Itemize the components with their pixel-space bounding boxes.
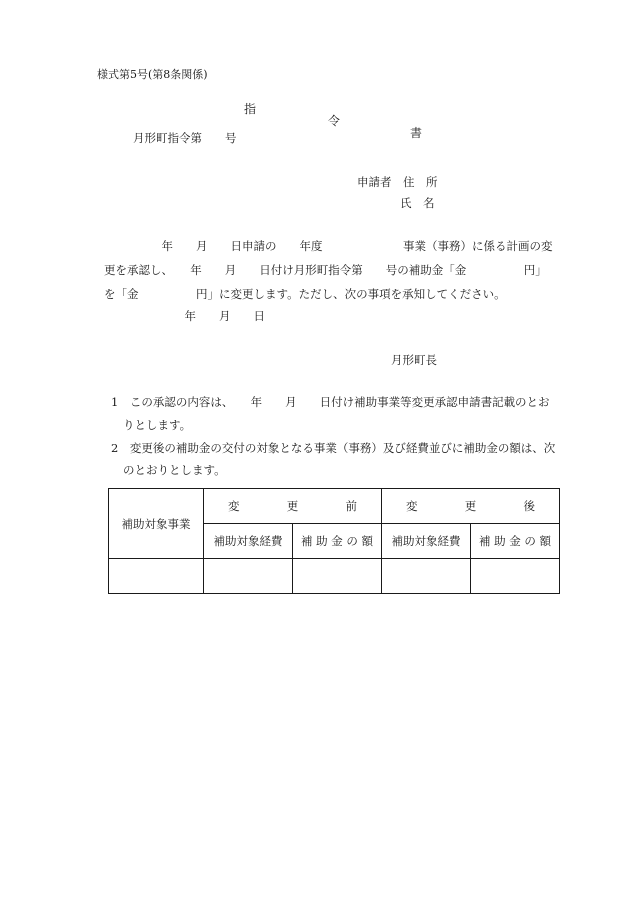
body-line-2: 更を承認し、 年 月 日付け月形町指令第 号の補助金「金 円」	[104, 263, 547, 277]
condition-item-1: 1 この承認の内容は、 年 月 日付け補助事業等変更承認申請書記載のとお	[111, 395, 550, 409]
title-char-1: 指	[244, 102, 257, 116]
form-number-label: 様式第5号(第8条関係)	[97, 68, 208, 81]
subsidy-change-table	[108, 488, 560, 594]
cell-cost-before[interactable]	[204, 559, 293, 594]
body-line-3: を「金 円」に変更します。ただし、次の事項を承知してください。	[104, 287, 506, 301]
after-char-2: 更	[464, 499, 477, 513]
cell-cost-after[interactable]	[382, 559, 471, 594]
subheader-amount-before: 補 助 金 の 額	[293, 524, 382, 559]
condition-item-1-cont: りとします。	[123, 418, 192, 432]
cell-amount-before[interactable]	[293, 559, 382, 594]
title-char-2: 令	[328, 114, 341, 128]
before-char-3: 前	[345, 499, 357, 513]
after-char-1: 変	[406, 499, 418, 513]
title-char-3: 書	[410, 126, 423, 140]
subheader-amount-after: 補 助 金 の 額	[471, 524, 560, 559]
applicant-address-label: 申請者 住 所	[357, 175, 438, 189]
condition-item-2: 2 変更後の補助金の交付の対象となる事業（事務）及び経費並びに補助金の額は、次	[111, 441, 556, 455]
before-char-1: 変	[228, 499, 240, 513]
before-char-2: 更	[286, 499, 299, 513]
row-header-subsidized-project: 補助対象事業	[109, 489, 204, 559]
subheader-cost-after: 補助対象経費	[382, 524, 471, 559]
cell-amount-after[interactable]	[471, 559, 560, 594]
condition-item-2-cont: のとおりとします。	[123, 463, 226, 477]
document-title	[0, 91, 630, 139]
subheader-cost-before: 補助対象経費	[204, 524, 293, 559]
order-number: 月形町指令第 号	[133, 131, 237, 145]
cell-project[interactable]	[109, 559, 204, 594]
header-after-change	[382, 489, 560, 524]
issuer-mayor: 月形町長	[391, 353, 437, 367]
header-before-change	[204, 489, 382, 524]
issue-date: 年 月 日	[104, 309, 265, 323]
body-line-1: 年 月 日申請の 年度 事業（事務）に係る計画の変	[104, 239, 553, 253]
after-char-3: 後	[523, 499, 535, 513]
applicant-name-label: 氏 名	[400, 196, 435, 210]
